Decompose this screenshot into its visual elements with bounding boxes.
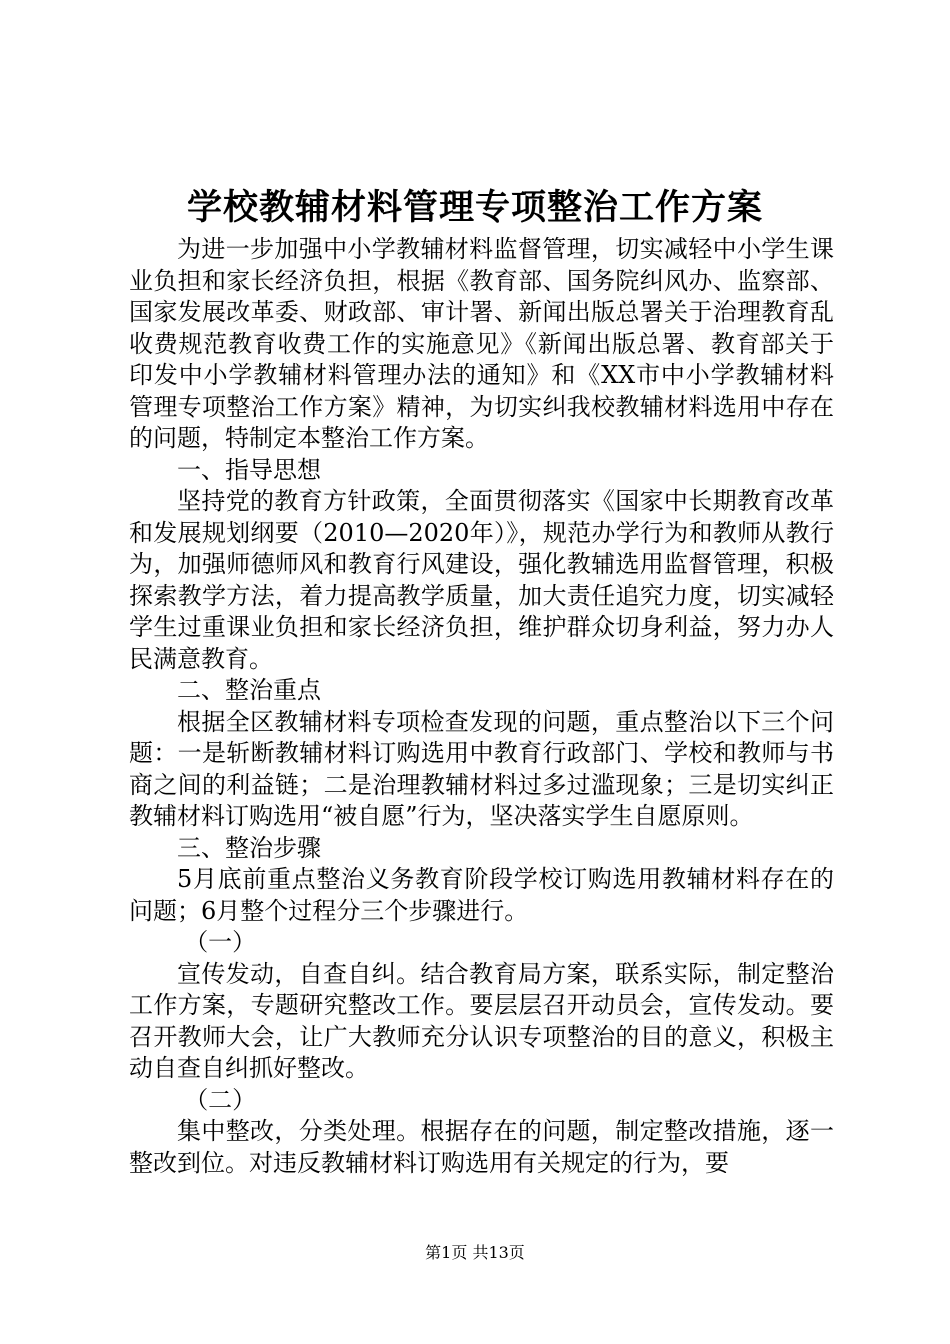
section-heading-key-points: 二、整治重点	[177, 676, 321, 704]
document-body	[129, 234, 834, 1179]
section-heading-steps: 三、整治步骤	[177, 833, 321, 862]
sub-heading-step-one: （一）	[184, 928, 257, 956]
page-number-footer: 第1页 共13页	[425, 1243, 525, 1262]
step-one-paragraph: 宣传发动，自查自纠。结合教育局方案，联系实际，制定整治工作方案，专题研究整改工作。要层层召开动员会，宣传发动。要召开教师大会，让广大教师充分认识专项整治的目的意义，积极主动自查自纠抓好整改。	[129, 959, 834, 1082]
document-title: 学校教辅材料管理专项整治工作方案	[186, 187, 763, 228]
guiding-ideology-paragraph: 坚持党的教育方针政策，全面贯彻落实《国家中长期教育改革和发展规划纲要（2010—2020年）》，规范办学行为和教师从教行为，加强师德师风和教育行风建设，强化教辅选用监督管理，积极探索教学方法，着力提高教学质量，加大责任追究力度，切实减轻学生过重课业负担和家长经济负担，维护群众切身利益，努力办人民满意教育。	[129, 487, 834, 673]
key-points-paragraph: 根据全区教辅材料专项检查发现的问题，重点整治以下三个问题：一是斩断教辅材料订购选用中教育行政部门、学校和教师与书商之间的利益链；二是治理教辅材料过多过滥现象；三是切实纠正教辅材料订购选用“被自愿”行为，坚决落实学生自愿原则。	[129, 707, 834, 830]
section-heading-guiding-ideology: 一、指导思想	[177, 455, 321, 484]
sub-heading-step-two: （二）	[184, 1085, 257, 1114]
intro-paragraph: 为进一步加强中小学教辅材料监督管理，切实减轻中小学生课业负担和家长经济负担，根据《教育部、国务院纠风办、监察部、国家发展改革委、财政部、审计署、新闻出版总署关于治理教育乱收费规范教育收费工作的实施意见》《新闻出版总署、教育部关于印发中小学教辅材料管理办法的通知》和《XX市中小学教辅材料管理专项整治工作方案》精神，为切实纠我校教辅材料选用中存在的问题，特制定本整治工作方案。	[129, 235, 834, 452]
steps-paragraph: 5月底前重点整治义务教育阶段学校订购选用教辅材料存在的问题；6月整个过程分三个步骤进行。	[129, 865, 834, 925]
step-two-paragraph: 集中整改，分类处理。根据存在的问题，制定整改措施，逐一整改到位。对违反教辅材料订购选用有关规定的行为，要	[129, 1117, 834, 1177]
